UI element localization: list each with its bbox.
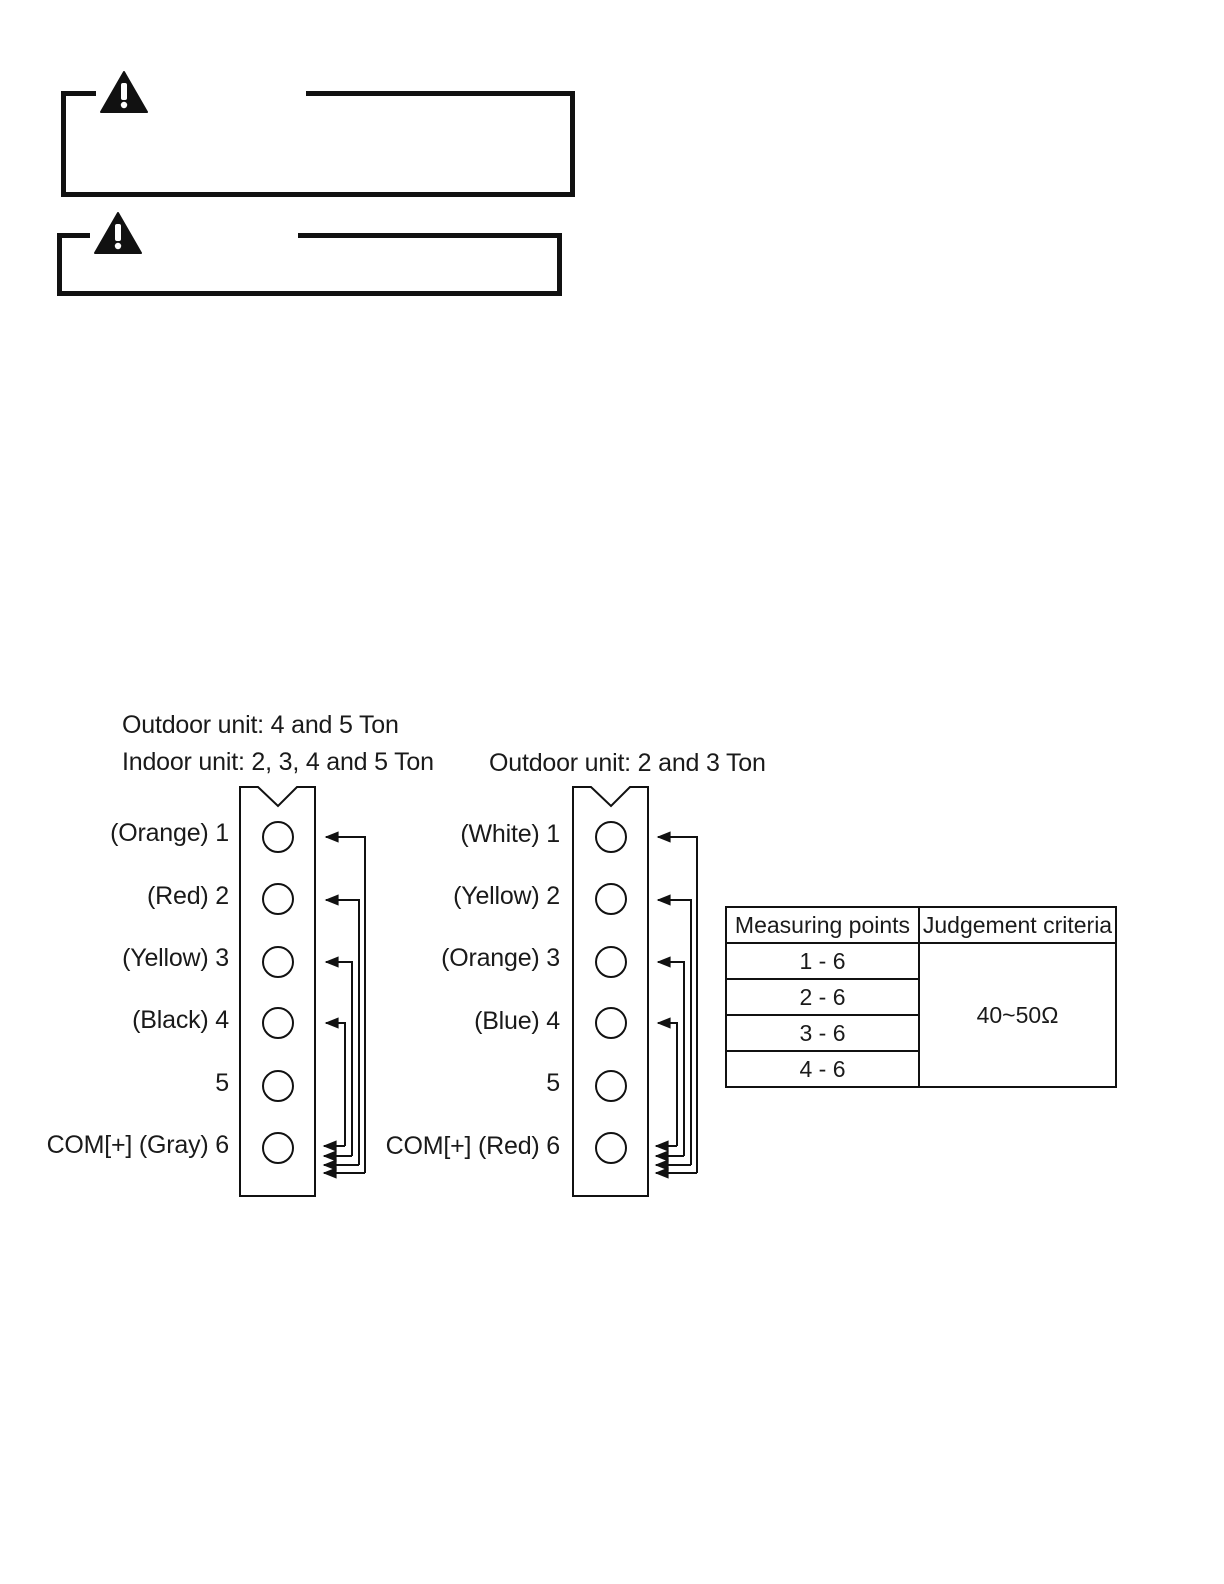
right-pin-label-6: COM[+] (Red) 6 [385, 1132, 560, 1160]
right-pin-label-5: 5 [546, 1069, 560, 1097]
left-pin-label-6: COM[+] (Gray) 6 [46, 1131, 229, 1159]
left-diagram-title-line1: Outdoor unit: 4 and 5 Ton [122, 711, 399, 739]
header-judgement-criteria: Judgement criteria [919, 907, 1116, 943]
measuring-point-1-6: 1 - 6 [726, 943, 919, 979]
left-pin-label-5: 5 [215, 1069, 229, 1097]
measuring-point-4-6: 4 - 6 [726, 1051, 919, 1087]
left-diagram-title-line2: Indoor unit: 2, 3, 4 and 5 Ton [122, 748, 434, 776]
left-loop-2-6 [326, 900, 359, 1165]
right-pin-label-4: (Blue) 4 [474, 1007, 560, 1035]
left-pin-label-3: (Yellow) 3 [122, 944, 229, 972]
left-connector [240, 787, 365, 1196]
right-loop-3-6 [658, 962, 684, 1156]
table-row [726, 943, 1116, 979]
left-loop-3-6 [326, 962, 352, 1156]
criteria-value: 40~50Ω [919, 943, 1116, 1087]
left-loop-4-6 [326, 1023, 345, 1146]
left-pin-label-1: (Orange) 1 [110, 819, 229, 847]
right-pin-label-3: (Orange) 3 [441, 944, 560, 972]
measuring-point-3-6: 3 - 6 [726, 1015, 919, 1051]
right-loop-4-6 [658, 1023, 677, 1146]
left-pin-label-4: (Black) 4 [132, 1006, 229, 1034]
left-pin-label-2: (Red) 2 [147, 882, 229, 910]
table-header-row [726, 907, 1116, 943]
right-pin-label-2: (Yellow) 2 [453, 882, 560, 910]
right-pin-label-1: (White) 1 [460, 820, 560, 848]
right-connector-body [573, 787, 648, 1196]
left-connector-body [240, 787, 315, 1196]
header-measuring-points: Measuring points [726, 907, 919, 943]
judgement-criteria-table [725, 906, 1117, 1088]
right-connector [573, 787, 697, 1196]
right-diagram-title: Outdoor unit: 2 and 3 Ton [489, 749, 766, 777]
measuring-point-2-6: 2 - 6 [726, 979, 919, 1015]
right-loop-2-6 [658, 900, 691, 1165]
